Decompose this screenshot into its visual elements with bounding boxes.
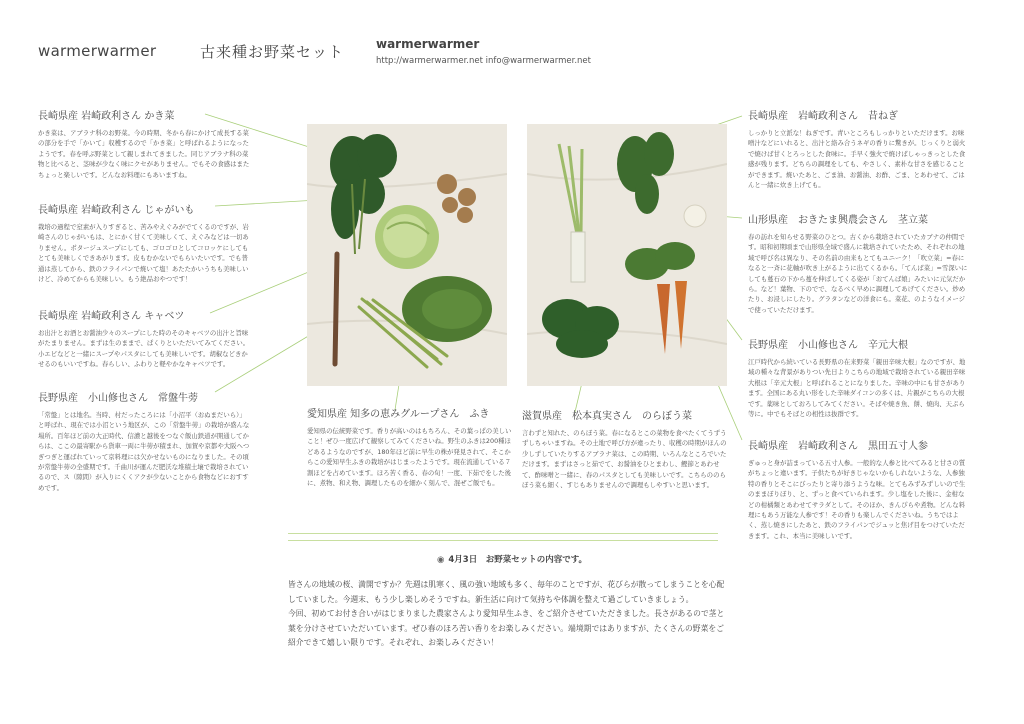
vegetable-entry-norabona <box>522 407 727 490</box>
vegetable-entry-mukashinegi <box>748 107 970 190</box>
bullet-icon: ◉ <box>436 555 445 565</box>
brand-name-small: warmerwarmer <box>376 37 480 51</box>
entry-text: しっかりと立派な！ねぎです。青いところもしっかりといただけます。お味噌汁などにいれると、出汁と絡み合うネギの香りに驚きが。じっくりと弱火で焼けば甘くとろっとした食味に。手早く強火で焼けばしゃっきっとした食感が残ります。どちらの調理をしても、やさしく、素朴な甘さを感じることができます。焼いたあと、ごま油、お醤油、お酢、ごま、とあわせて、ごはんと一緒に炊き上げても。 <box>748 129 966 190</box>
page-title: 古来種お野菜セット <box>200 43 345 61</box>
entry-title: 山形県産 おきたま興農会さん 茎立菜 <box>748 215 928 226</box>
vegetable-entry-karamoto-daikon <box>748 336 970 419</box>
entry-text: お出汁とお酒とお醤油少々のスープにした時のそのキャベツの出汁と旨味がたまりません。まずは生のままで、ぱくりといただいてみてください。小エビなどと一緒にスープやパスタにしても美味しいです。胡椒などきかせるのもいいですね。春らしい、ふわりと軽やかなキャベツです。 <box>38 329 250 369</box>
entry-text: ぎゅっと身が詰まっている五寸人参。一般的な人参と比べてみると甘さの質がちょっと違います。子供たちが好きじゃないかもしれないような、人参独特の香りとそこにびったりと寄り添うような味。とてもみずみずしいので生のままぼりぼり、と、ずっと食べていられます。少し塩をした後に、金柑などの柑橘類とあわせてサラダとして。そのほか、きんぴらや煮物。どんな料理にもあう万能な人参です！その香りも楽しんでくださいね。うちではよく、蒸し焼きにしたあと、鉄のフライパンでジュッと焦げ目をつけていただきます。これ、本当に美味しいです。 <box>748 459 966 540</box>
vegetable-entry-burdock <box>38 389 250 493</box>
contact-info: http://warmerwarmer.net info@warmerwarmer.net <box>376 56 591 66</box>
entry-title: 滋賀県産 松本真実さん のらぼう菜 <box>522 411 692 422</box>
entry-text: 「常盤」とは地名。当時、村だったころには「小沼平（おぬまだいら）」と呼ばれ、現在では小沼という地区が、この「常盤牛蒡」の栽培が盛んな場所。百年ほど前の大正時代、信濃と越後をつなぐ飯山鉄道が開通してからは、ここの最寄駅から貨車一両に牛蒡が積まれ、加賀や京都や大阪へつぎつぎと運ばれていって京料理には欠かせないものになりました。その頃が常盤牛蒡の全盛期です。千曲川が運んだ肥沃な堆積土壌で栽培されているので、ス（隙間）が入りにくくアクが少ないことから食物などにおすすめです。 <box>38 411 250 492</box>
entry-title: 愛知県産 知多の恵みグループさん ふき <box>307 409 490 420</box>
entry-title: 長崎県産 岩崎政利さん 昔ねぎ <box>748 111 898 122</box>
vegetable-entry-cabbage <box>38 307 250 370</box>
entry-text: 栽培の過程で窒素が入りすぎると、苦みやえぐみがでてくるのですが、岩崎さんのじゃがいもは、とにかく甘くて美味しくて、えぐみなどは一切ありません。ポタージュスープにしても、ゴロゴロとしてコロッケにしてもとても美味しくできあがります。皮もむかないでもらいたいです。でも普通は蒸してから、鉄のフライパンで焼いて塩！あたたかいうちも美味しいけど、冷めてからも美味しい。もう絶品おやつです！ <box>38 223 249 284</box>
message-paragraph: 今回、初めてお付き合いがはじまりました農家さんより愛知早生ふき、をご紹介させていただきました。長さがあるので茎と葉を分けさせていただいています。ぜひ春のほろ苦い香りをお楽しみください。端境期ではありますが、たくさんの野菜をご紹介できて嬉しい限りです。それぞれ、お楽しみください！ <box>288 609 725 648</box>
message-body <box>288 578 728 651</box>
vegetable-photo-left <box>307 124 507 386</box>
entry-title: 長崎県産 岩崎政利さん かき菜 <box>38 111 175 122</box>
entry-text: かき菜は、アブラナ科のお野菜。今の時期、冬から春にかけて成長する菜の部分を手で「かいて」収穫するので「かき菜」と呼ばれるようになったようです。春を呼ぶ野菜として親しまれてきました。同じアブラナ科の菜物と比べると、茎味が少なく味にクセがありません。でもその食感はまたちょっと楽しいです。どんなお料理にもあいますね。 <box>38 129 250 179</box>
contents-title: 4月3日 お野菜セットの内容です。 <box>448 555 588 565</box>
vegetable-entry-potato <box>38 201 250 284</box>
entry-text: 愛知県の伝統野菜です。香りが高いのはもちろん、その葉っぱの美しいこと！ぜひ一度広げて観察してみてくださいね。野生のふきは200種ほどあるようなのですが、180年ほど前に早生の株が発見されて、そこからこの愛知早生ふきの栽培がはじまったようです。現在流通している７割ほどを占めています。ほろ苦く香る、春の旬！一度、下茹でをした後に、煮物、和え物、調理したものを細かく刻んで、混ぜご飯でも。 <box>307 427 512 488</box>
contents-heading <box>0 553 1024 565</box>
entry-text: 言わずと知れた、のらぼう菜。春になるとこの菜物を食べたくてうずうずしちゃいますね。その土地で呼び方が違ったり、収穫の時期がほんの少しずしていたりするアブラナ菜は、この時期、いろんなところでいただけます。まずはさっと茹でて、お醤油をひとまわし、鰹節とあわせて、酢味噌と一緒に、春のパスタとしても美味しいです。こちらののらぼう菜も細く、すじもありませんので調理もしやすいと思います。 <box>522 429 727 490</box>
entry-text: 江戸時代から続いている長野県の在来野菜「親田辛味大根」なのですが、地域の種々な背景がありつい先日よりこちらの地域で栽培されている親田辛味大根は「辛元大根」と呼ばれることになりました。辛味の中にも甘さがあります。全国にある丸い形をした辛味ダイコンの多くは、片親がこちらの大根です。薬味としておろしてみてください。そばや焼き魚、餅、焼肉、天ぷら等に。中でもそばとの相性は抜群です。 <box>748 358 966 419</box>
vegetable-photo-right <box>527 124 727 386</box>
entry-title: 長崎県産 岩崎政利さん 黒田五寸人参 <box>748 441 928 452</box>
entry-text: 春の訪れを知らせる野菜のひとつ。古くから栽培されていたカブナの仲間です。昭和初期頃まで山形県全域で盛んに栽培されていたため、それぞれの地域で呼び名は異なり、その名前の由来もとてもユニーク！「吹立菜」=春になると一斉に花軸が吹き上がるように出てくるから。「てんば菜」=雪深いにしても蔓石の下から蔓を伸ばしてくる姿が「おてんば娘」みたいに元気だから。など！葉物、下のでで、なるべく早めに調理してあげてください。炒めたり、お浸しにしたり。グラタンなどの洋食にも。菜花、のようなイメージで使っていただけます。 <box>748 233 968 314</box>
message-paragraph: 皆さんの地域の桜、満開ですか？先週は肌寒く、風の強い地域も多く、毎年のことですが、花びらが散ってしまうことを心配していました。今週末、もう少し楽しめそうですね。新生活に向けて気持ちや体調を整えて過ごしていきましょう。 <box>288 580 725 604</box>
entry-title: 長野県産 小山修也さん 常盤牛蒡 <box>38 393 198 404</box>
vegetable-entry-carrot <box>748 437 970 541</box>
brand-name: warmerwarmer <box>38 42 157 60</box>
divider-line <box>288 533 718 534</box>
entry-title: 長崎県産 岩崎政利さん キャベツ <box>38 311 185 322</box>
vegetable-entry-fuki <box>307 405 512 488</box>
entry-title: 長崎県産 岩崎政利さん じゃがいも <box>38 205 195 216</box>
entry-title: 長野県産 小山修也さん 辛元大根 <box>748 340 908 351</box>
vegetable-entry-kukitachina <box>748 211 970 315</box>
divider-line <box>288 540 718 541</box>
vegetable-entry-kakina <box>38 107 250 180</box>
